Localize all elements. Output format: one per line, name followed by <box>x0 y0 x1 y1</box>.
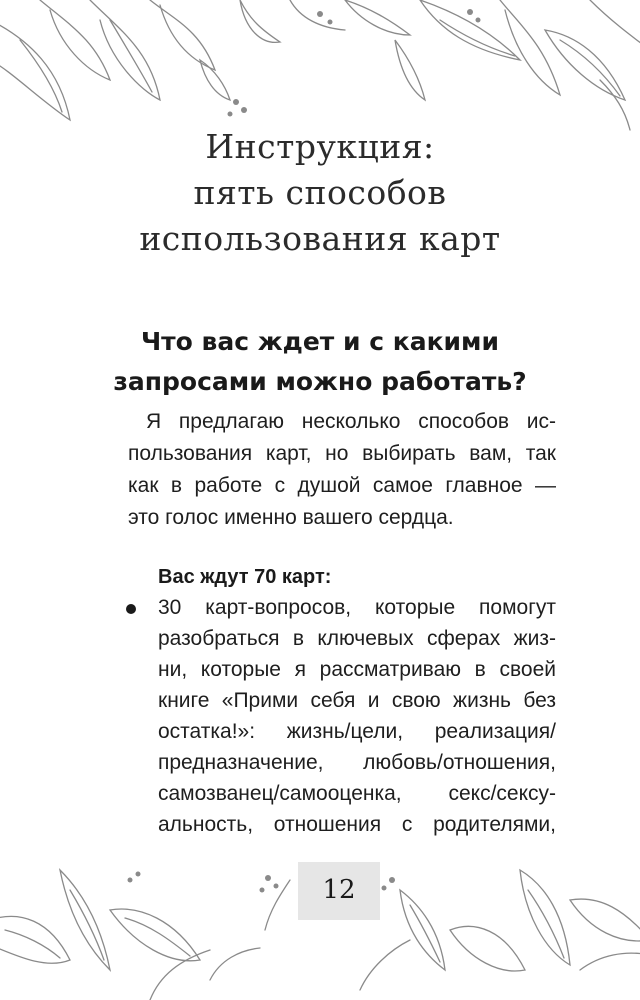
list-item-line: альность, отношения с родителями, <box>158 813 556 836</box>
chapter-title <box>0 124 640 262</box>
section-heading <box>0 322 640 402</box>
chapter-title-line: использования карт <box>139 219 501 258</box>
section-heading-line: запросами можно работать? <box>113 367 527 396</box>
chapter-title-line: Инструкция: <box>205 127 435 166</box>
intro-paragraph <box>128 406 556 534</box>
list-item-line: предназначение, любовь/отношения, <box>158 751 556 774</box>
list-item <box>158 592 556 840</box>
paragraph-line: Я предлагаю несколько способов ис- <box>146 410 556 433</box>
section-heading-line: Что вас ждет и с какими <box>140 327 500 356</box>
floral-top-border-illustration <box>0 0 640 140</box>
cards-list-label: Вас ждут 70 карт: <box>158 566 332 588</box>
paragraph-line: как в работе с душой самое главное — <box>128 474 556 497</box>
list-item-line: 30 карт-вопросов, которые помогут <box>158 596 556 619</box>
page-number: 12 <box>322 875 356 905</box>
bullet-marker <box>126 604 136 614</box>
list-item-line: ни, которые я рассматриваю в своей <box>158 658 556 681</box>
list-item-line: самозванец/самооценка, секс/сексу- <box>158 782 556 805</box>
list-item-line: книге «Прими себя и свою жизнь без <box>158 689 556 712</box>
list-item-line: разобраться в ключевых сферах жиз- <box>158 627 556 650</box>
chapter-title-line: пять способов <box>193 173 447 212</box>
paragraph-line: пользования карт, но выбирать вам, так <box>128 442 556 465</box>
paragraph-line: это голос именно вашего сердца. <box>128 506 454 529</box>
list-item-line: остатка!»: жизнь/цели, реализация/ <box>158 720 556 743</box>
